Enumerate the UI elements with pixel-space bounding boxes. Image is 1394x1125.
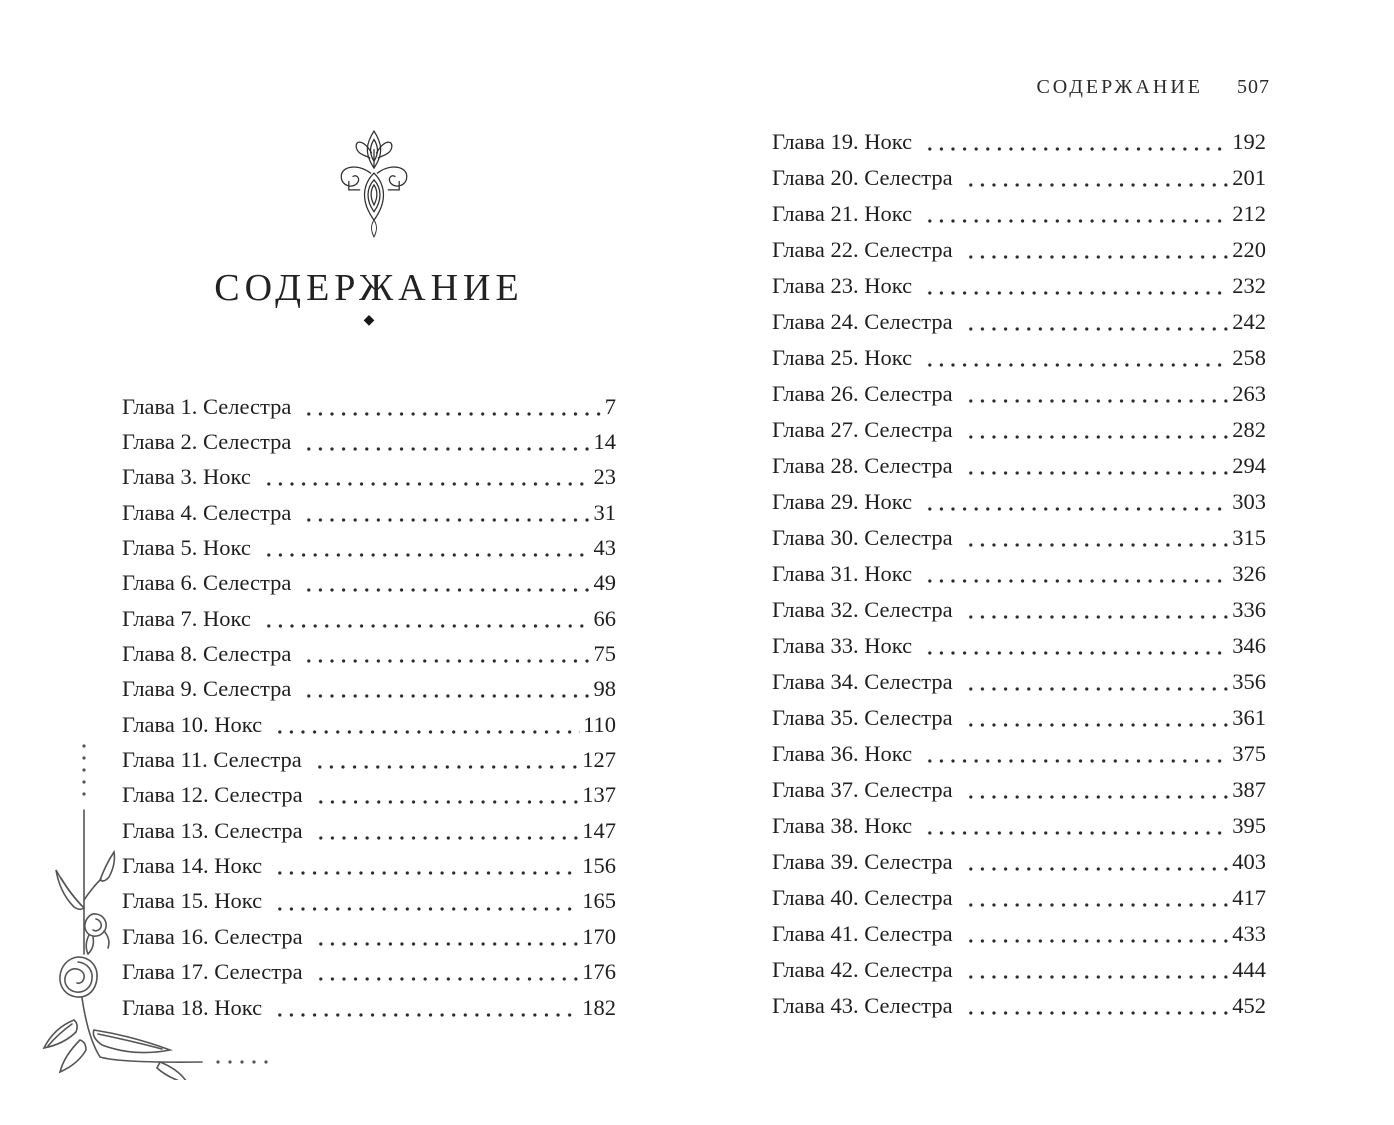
toc-leader-dots [920,268,1229,304]
toc-leader-dots [259,530,591,565]
toc-entry-page: 326 [1232,561,1266,586]
toc-leader-dots [299,636,590,671]
toc-entry [122,495,616,530]
toc-entry-page: 220 [1232,237,1266,262]
toc-entry [122,530,616,565]
toc-entry [772,340,1266,376]
toc-entry-page: 7 [604,393,616,419]
toc-entry [772,880,1266,916]
toc-leader-dots [961,160,1230,196]
toc-leader-dots [310,742,579,777]
toc-leader-dots [299,495,590,530]
toc-entry [122,389,616,424]
toc-entry-label: Глава 24. Селестра [772,309,953,334]
toc-leader-dots [270,884,579,919]
toc-entry-page: 49 [593,570,616,596]
toc-entry [772,916,1266,952]
toc-leader-dots [920,340,1229,376]
toc-entry-label: Глава 4. Селестра [122,499,292,525]
toc-entry-page: 263 [1232,381,1266,406]
toc-entry-label: Глава 28. Селестра [772,453,953,478]
toc-entry-label: Глава 1. Селестра [122,393,292,419]
toc-entry-page: 452 [1232,993,1266,1018]
toc-entry-page: 98 [593,676,616,702]
toc-leader-dots [961,376,1230,412]
toc-leader-dots [299,389,601,424]
toc-entry-label: Глава 14. Нокс [122,853,263,879]
toc-entry-label: Глава 39. Селестра [772,849,953,874]
toc-entry-label: Глава 35. Селестра [772,705,953,730]
running-header-page-number: 507 [1237,76,1270,98]
title-divider-diamond-icon: ◆ [363,313,375,328]
toc-entry-page: 182 [582,994,616,1020]
toc-entry-label: Глава 23. Нокс [772,273,913,298]
toc-entry [772,268,1266,304]
toc-leader-dots [961,844,1230,880]
toc-entry-label: Глава 18. Нокс [122,994,263,1020]
toc-leader-dots [270,990,579,1025]
toc-entry-label: Глава 15. Нокс [122,888,263,914]
toc-entry [772,520,1266,556]
toc-entry-page: 282 [1232,417,1266,442]
toc-entry-page: 258 [1232,345,1266,370]
toc-entry-page: 156 [582,853,616,879]
toc-entry [122,460,616,495]
rose-vine-corner-icon [30,740,280,1080]
toc-leader-dots [311,919,580,954]
toc-entry-label: Глава 22. Селестра [772,237,953,262]
toc-entry-page: 14 [593,429,616,455]
toc-leader-dots [311,778,580,813]
toc-entry [772,376,1266,412]
toc-entry-page: 212 [1232,201,1266,226]
toc-entry-label: Глава 41. Селестра [772,921,953,946]
toc-entry-label: Глава 37. Селестра [772,777,953,802]
toc-entry [772,988,1266,1024]
toc-entry-label: Глава 20. Селестра [772,165,953,190]
toc-entry [772,556,1266,592]
toc-entry-page: 242 [1232,309,1266,334]
toc-leader-dots [920,196,1229,232]
toc-entry-label: Глава 26. Селестра [772,381,953,406]
toc-leader-dots [961,952,1230,988]
toc-entry [122,672,616,707]
toc-entry [772,844,1266,880]
toc-entry-page: 315 [1232,525,1266,550]
toc-leader-dots [920,124,1229,160]
toc-entry-page: 356 [1232,669,1266,694]
toc-entry-page: 165 [582,888,616,914]
toc-entry-page: 43 [593,535,616,561]
toc-entry [772,700,1266,736]
toc-entry [122,636,616,671]
toc-entry-label: Глава 27. Селестра [772,417,953,442]
toc-entry-label: Глава 11. Селестра [122,747,302,773]
toc-leader-dots [961,304,1230,340]
toc-entry-label: Глава 19. Нокс [772,129,913,154]
toc-entry [772,124,1266,160]
toc-entry [772,304,1266,340]
toc-entry [772,952,1266,988]
toc-entry [772,736,1266,772]
toc-leader-dots [961,664,1230,700]
toc-leader-dots [299,424,590,459]
toc-leader-dots [299,672,590,707]
toc-entry-page: 303 [1232,489,1266,514]
toc-entry-page: 75 [593,641,616,667]
toc-entry-page: 336 [1232,597,1266,622]
toc-leader-dots [961,988,1230,1024]
toc-entry-page: 31 [593,499,616,525]
toc-leader-dots [961,880,1230,916]
toc-entry-label: Глава 36. Нокс [772,741,913,766]
toc-leader-dots [920,628,1229,664]
toc-entry-label: Глава 32. Селестра [772,597,953,622]
toc-entry [772,412,1266,448]
toc-entry-page: 361 [1232,705,1266,730]
toc-entry-page: 232 [1232,273,1266,298]
toc-entry-page: 444 [1232,957,1266,982]
toc-entry-label: Глава 33. Нокс [772,633,913,658]
toc-entry [772,628,1266,664]
toc-entry-label: Глава 5. Нокс [122,535,251,561]
toc-leader-dots [961,448,1230,484]
toc-leader-dots [961,772,1230,808]
toc-entry-page: 127 [582,747,616,773]
toc-entry-page: 346 [1232,633,1266,658]
toc-entry-label: Глава 34. Селестра [772,669,953,694]
toc-entry-label: Глава 31. Нокс [772,561,913,586]
toc-leader-dots [299,566,590,601]
toc-leader-dots [270,848,579,883]
toc-entry-page: 66 [593,605,616,631]
toc-leader-dots [920,556,1229,592]
toc-leader-dots [259,460,591,495]
fleur-de-lis-flourish-icon [332,124,416,244]
toc-entry-label: Глава 6. Селестра [122,570,292,596]
toc-entry-page: 387 [1232,777,1266,802]
toc-leader-dots [920,484,1229,520]
page-title: СОДЕРЖАНИЕ [214,267,524,309]
toc-entry [772,232,1266,268]
toc-entry-page: 176 [582,959,616,985]
toc-entry-label: Глава 42. Селестра [772,957,953,982]
toc-entry-label: Глава 3. Нокс [122,464,251,490]
toc-entry-page: 403 [1232,849,1266,874]
toc-entry-page: 395 [1232,813,1266,838]
toc-leader-dots [920,808,1229,844]
toc-leader-dots [961,232,1230,268]
toc-leader-dots [961,520,1230,556]
toc-entry [772,484,1266,520]
toc-entry-label: Глава 10. Нокс [122,711,263,737]
toc-entry-page: 192 [1232,129,1266,154]
toc-leader-dots [311,813,580,848]
running-header [1036,76,1270,99]
toc-entry-label: Глава 8. Селестра [122,641,292,667]
toc-entry [772,664,1266,700]
toc-entry-label: Глава 30. Селестра [772,525,953,550]
toc-entry-label: Глава 38. Нокс [772,813,913,838]
toc-entry-page: 137 [582,782,616,808]
toc-entry-page: 110 [583,711,616,737]
toc-entry [772,772,1266,808]
toc-entry [122,566,616,601]
toc-entry-label: Глава 17. Селестра [122,959,303,985]
toc-entry [122,707,616,742]
toc-entry [122,601,616,636]
toc-entry [772,592,1266,628]
toc-entry-label: Глава 13. Селестра [122,817,303,843]
toc-entry-page: 375 [1232,741,1266,766]
toc-entry [772,448,1266,484]
toc-entry-page: 433 [1232,921,1266,946]
toc-entry-page: 201 [1232,165,1266,190]
toc-entry-page: 147 [582,817,616,843]
toc-entry-page: 417 [1232,885,1266,910]
toc-leader-dots [920,736,1229,772]
toc-leader-dots [270,707,580,742]
toc-right-column [772,124,1266,1024]
toc-entry-label: Глава 16. Селестра [122,923,303,949]
toc-entry-page: 23 [593,464,616,490]
toc-entry-label: Глава 43. Селестра [772,993,953,1018]
toc-leader-dots [961,412,1230,448]
toc-leader-dots [259,601,591,636]
toc-entry-label: Глава 21. Нокс [772,201,913,226]
toc-leader-dots [311,955,580,990]
toc-entry-page: 170 [582,923,616,949]
toc-entry [122,424,616,459]
toc-entry-label: Глава 2. Селестра [122,429,292,455]
toc-entry [772,160,1266,196]
toc-entry-label: Глава 40. Селестра [772,885,953,910]
toc-entry-page: 294 [1232,453,1266,478]
toc-entry [772,808,1266,844]
toc-leader-dots [961,916,1230,952]
toc-entry-label: Глава 29. Нокс [772,489,913,514]
toc-entry-label: Глава 12. Селестра [122,782,303,808]
toc-leader-dots [961,592,1230,628]
toc-entry [772,196,1266,232]
toc-leader-dots [961,700,1230,736]
toc-entry-label: Глава 25. Нокс [772,345,913,370]
running-header-title: СОДЕРЖАНИЕ [1036,76,1203,98]
toc-entry-label: Глава 9. Селестра [122,676,292,702]
toc-entry-label: Глава 7. Нокс [122,605,251,631]
